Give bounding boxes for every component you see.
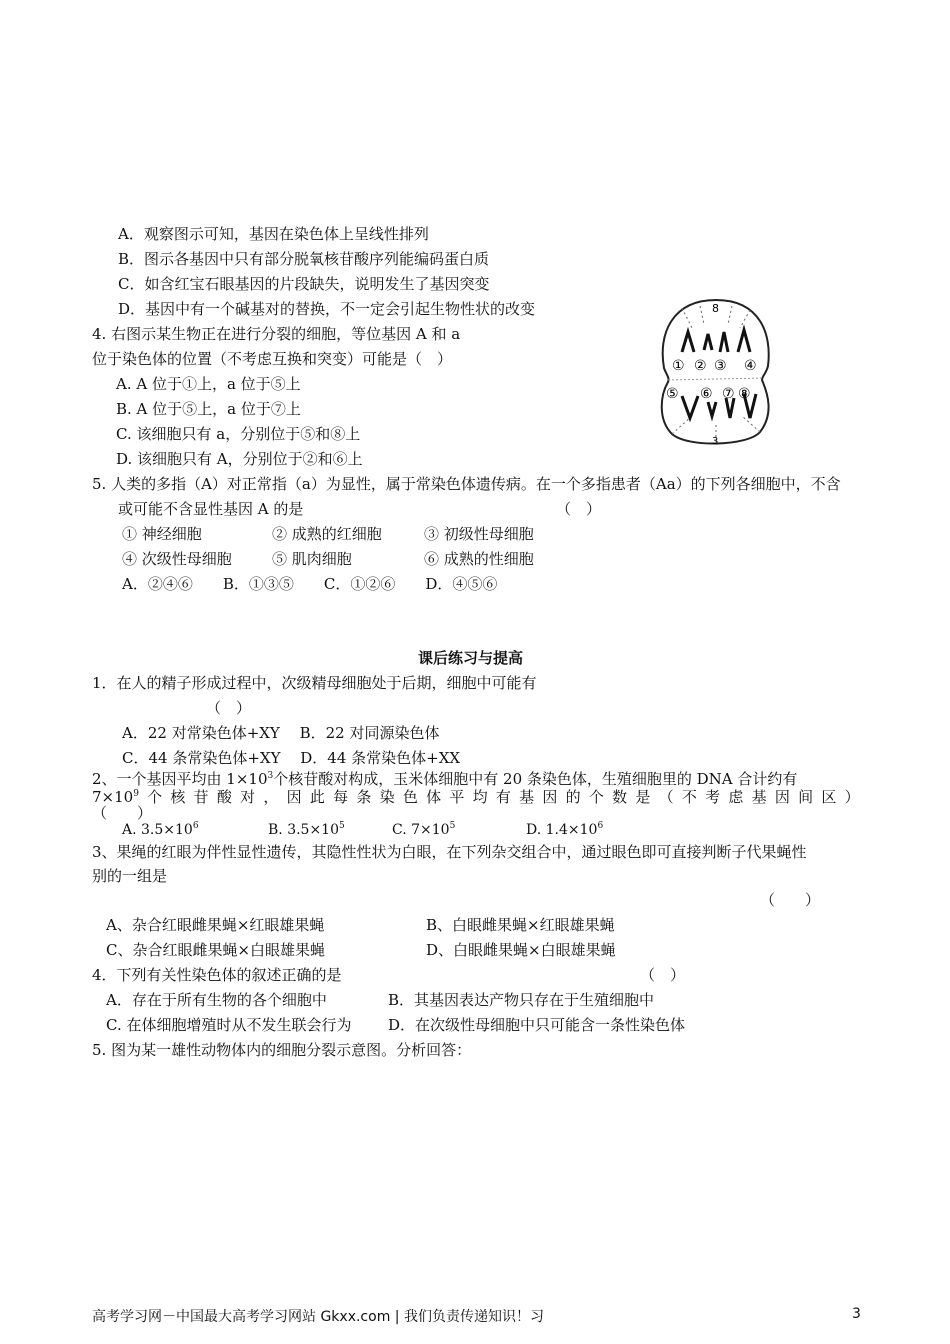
figure-label-3b: 3 <box>712 436 719 447</box>
p3-option-c: C、杂合红眼雌果蝇×白眼雄果蝇 <box>106 941 326 959</box>
p2-stem-line2: $7\times 10^9$ 个 核 苷 酸 对 ， 因 此 每 条 染 色 体 平 均 有 基 因 的 个 数 是 （ 不 考 虑 基 因 间 区 ） <box>92 788 860 806</box>
p4-option-d: D．在次级性母细胞中只可能含一条性染色体 <box>388 1016 686 1034</box>
q3-option-c: C．如含红宝石眼基因的片段缺失，说明发生了基因突变 <box>118 275 490 293</box>
q5-item-4: ④ 次级性母细胞 <box>122 550 232 568</box>
q5-item-3: ③ 初级性母细胞 <box>424 525 534 543</box>
q5-stem-line2: 或可能不含显性基因 A 的是 <box>118 500 304 518</box>
q4-option-a: A. A 位于①上，a 位于⑤上 <box>116 375 301 393</box>
q3-option-b: B．图示各基因中只有部分脱氧核苷酸序列能编码蛋白质 <box>118 250 490 268</box>
figure-label-8: 8 <box>712 302 719 315</box>
q3-option-a: A．观察图示可知，基因在染色体上呈线性排列 <box>118 225 429 243</box>
figure-label-3: ③ <box>714 358 727 374</box>
section-title: 课后练习与提高 <box>418 649 524 667</box>
p2-stem-line1: 2、一个基因平均由 $1\times 10^3$个核苷酸对构成，玉米体细胞中有 20 条染色体，生殖细胞里的 DNA 合计约有 <box>92 770 798 788</box>
q4-stem-line1: 4. 右图示某生物正在进行分裂的细胞，等位基因 A 和 a <box>92 325 461 343</box>
figure-label-7: ⑦ <box>722 386 735 402</box>
q4-option-d: D. 该细胞只有 A，分别位于②和⑥上 <box>116 450 363 468</box>
p2-option-d: D. $1.4\times 10^6$ <box>526 821 604 838</box>
p4-option-b: B．其基因表达产物只存在于生殖细胞中 <box>388 991 655 1009</box>
figure-label-2: ② <box>694 358 707 374</box>
p3-option-a: A、杂合红眼雌果蝇×红眼雄果蝇 <box>106 916 325 934</box>
p2-option-c: C. $7\times 10^5$ <box>392 821 456 838</box>
q5-choices: A．②④⑥ B．①③⑤ C．①②⑥ D．④⑤⑥ <box>122 575 498 593</box>
p3-option-d: D、白眼雌果蝇×白眼雄果蝇 <box>426 941 616 959</box>
q5-item-5: ⑤ 肌肉细胞 <box>272 550 352 568</box>
page-number: 3 <box>852 1306 861 1322</box>
page-footer: 高考学习网－中国最大高考学习网站 Gkxx.com | 我们负责传递知识！习 <box>92 1309 544 1325</box>
q4-option-c: C. 该细胞只有 a，分别位于⑤和⑧上 <box>116 425 361 443</box>
p1-stem: 1．在人的精子形成过程中，次级精母细胞处于后期，细胞中可能有 <box>92 674 537 692</box>
q4-option-b: B. A 位于⑤上，a 位于⑦上 <box>116 400 301 418</box>
p1-options-row2: C．44 条常染色体+XY D．44 条常染色体+XX <box>122 749 461 767</box>
figure-label-1: ① <box>672 358 685 374</box>
q3-option-d: D．基因中有一个碱基对的替换，不一定会引起生物性状的改变 <box>118 300 536 318</box>
p2-answer-paren: （ ） <box>92 804 153 822</box>
figure-label-4: ④ <box>744 358 757 374</box>
p3-option-b: B、白眼雌果蝇×红眼雄果蝇 <box>426 916 615 934</box>
figure-label-8b: ⑧ <box>738 386 751 402</box>
p2-option-b: B. $3.5\times 10^5$ <box>268 821 345 838</box>
p4-stem: 4．下列有关性染色体的叙述正确的是 <box>92 966 342 984</box>
p4-option-a: A．存在于所有生物的各个细胞中 <box>106 991 327 1009</box>
cell-division-figure <box>652 294 780 450</box>
p4-answer-paren: （ ） <box>640 966 686 984</box>
q5-stem-line1: 5. 人类的多指（A）对正常指（a）为显性，属于常染色体遗传病。在一个多指患者（Aa）的下列各细胞中，不含 <box>92 475 841 493</box>
q5-item-6: ⑥ 成熟的性细胞 <box>424 550 534 568</box>
p3-stem-line1: 3、果绳的红眼为伴性显性遗传，其隐性性状为白眼，在下列杂交组合中，通过眼色即可直接判断子代果蝇性 <box>92 843 807 861</box>
p5-stem: 5. 图为某一雄性动物体内的细胞分裂示意图。分析回答： <box>92 1041 472 1059</box>
q5-item-1: ① 神经细胞 <box>122 525 202 543</box>
q5-answer-paren: （ ） <box>556 500 602 518</box>
p1-options-row1: A．22 对常染色体+XY B．22 对同源染色体 <box>122 724 440 742</box>
p3-stem-line2: 别的一组是 <box>92 867 168 885</box>
p1-answer-paren: （ ） <box>206 699 252 717</box>
q4-stem-line2: 位于染色体的位置（不考虑互换和突变）可能是（ ） <box>92 350 453 368</box>
q5-item-2: ② 成熟的红细胞 <box>272 525 382 543</box>
figure-label-6: ⑥ <box>700 386 713 402</box>
p3-answer-paren: （ ） <box>760 891 821 909</box>
p2-option-a: A. $3.5\times 10^6$ <box>122 821 199 838</box>
p4-option-c: C. 在体细胞增殖时从不发生联会行为 <box>106 1016 352 1034</box>
figure-label-5: ⑤ <box>666 386 679 402</box>
